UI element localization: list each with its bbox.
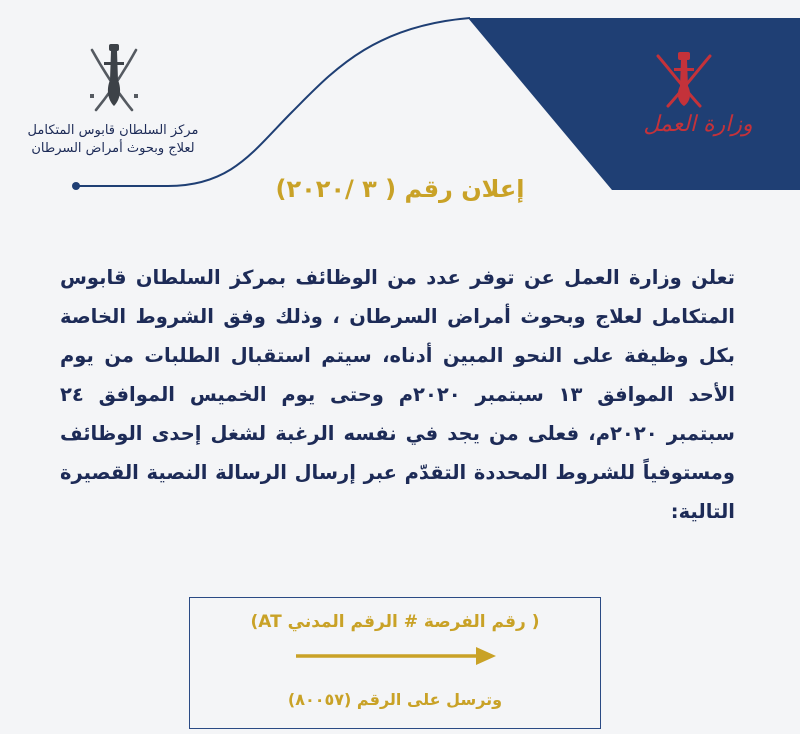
instruction-box	[189, 597, 601, 729]
center-name-line1: مركز السلطان قابوس المتكامل	[27, 123, 199, 138]
announcement-title: إعلان رقم ( ٣ /٢٠٢٠)	[275, 175, 525, 203]
arrow-right-icon	[296, 645, 496, 667]
announcement-body: تعلن وزارة العمل عن توفر عدد من الوظائف بمركز السلطان قابوس المتكامل لعلاج وبحوث أمراض السرطان ، وذلك وفق الشروط الخاصة بكل وظيفة على النحو المبين أدناه، سيتم استقبال الطلبات من يوم الأحد الموافق ١٣ سبتمبر ٢٠٢٠م وحتى يوم الخميس الموافق ٢٤ سبتمبر ٢٠٢٠م، فعلى من يجد في نفسه الرغبة لشغل إحدى الوظائف ومستوفياً للشروط المحددة التقدّم عبر إرسال الرسالة النصية القصيرة التالية:	[60, 266, 735, 523]
sms-format-text: ( رقم الفرصة # الرقم المدني AT)	[250, 612, 540, 632]
ministry-name: وزارة العمل	[643, 112, 753, 137]
center-name	[8, 122, 218, 158]
sms-number-text: وترسل على الرقم (٨٠٠٥٧)	[287, 690, 503, 709]
center-emblem-icon	[84, 40, 144, 116]
ministry-emblem-icon	[648, 48, 720, 112]
banner-shape	[468, 18, 800, 190]
center-name-line2: لعلاج وبحوث أمراض السرطان	[31, 141, 195, 156]
